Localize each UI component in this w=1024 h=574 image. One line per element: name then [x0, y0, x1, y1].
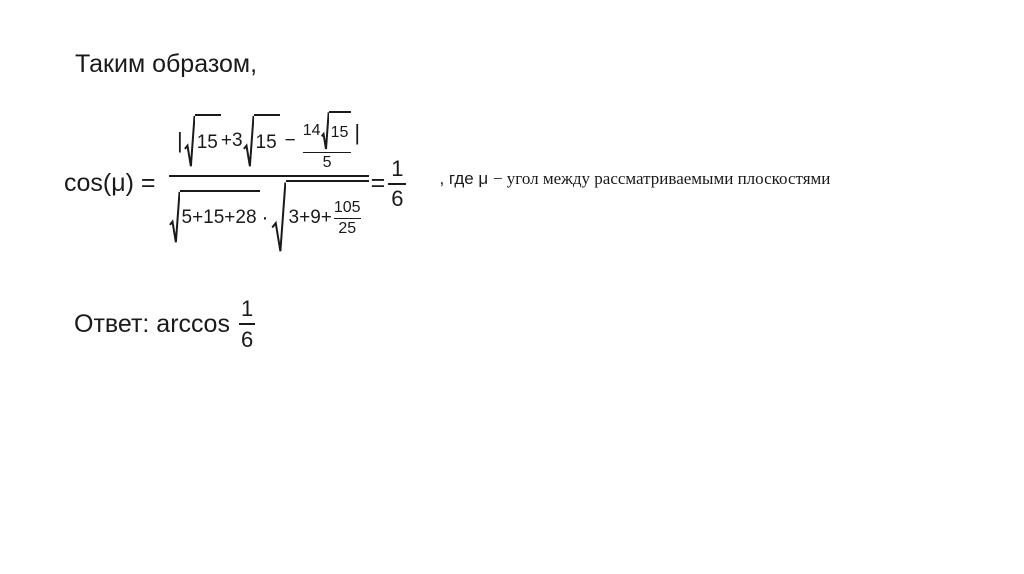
radicand: 15 [195, 114, 221, 169]
formula [64, 120, 831, 244]
inner-frac-num [303, 111, 352, 151]
radicand: 5+15+28 [180, 190, 260, 245]
fraction-rule [239, 323, 255, 325]
abs-bar-open: | [177, 128, 183, 154]
radicand: 15 [254, 114, 280, 169]
radical-icon [169, 190, 180, 245]
answer-label: Ответ: arccos [74, 309, 230, 338]
fraction-rule [303, 152, 352, 153]
formula-lhs: cos(μ) = [64, 169, 156, 198]
intro-text: Таким образом, [75, 50, 258, 78]
mu-definition-note [439, 170, 830, 189]
radical-icon [184, 114, 195, 169]
radicand: 15 [329, 111, 352, 151]
fraction-rule [334, 218, 361, 219]
inner-fraction-denominator [334, 199, 361, 237]
radicand-prefix: 3+9+ [288, 206, 332, 228]
coefficient: 14 [302, 122, 321, 140]
multiplication-dot: · [261, 205, 269, 229]
main-denominator [169, 180, 369, 257]
result-num: 1 [391, 155, 404, 181]
inner-frac-den: 5 [322, 154, 332, 172]
main-fraction-rule [169, 175, 369, 177]
fraction-rule [388, 183, 406, 185]
minus-operator: − [284, 130, 296, 152]
radical-icon [243, 114, 254, 169]
inner-frac-den: 25 [338, 219, 357, 237]
inner-frac-num: 105 [333, 199, 361, 217]
answer-fraction [239, 296, 255, 353]
result-den: 6 [391, 186, 404, 211]
radicand [286, 180, 369, 255]
sqrt-term-1 [184, 114, 221, 169]
sqrt-term-3 [321, 111, 352, 151]
radical-icon [321, 111, 329, 151]
plus-coefficient: +3 [220, 130, 243, 152]
inner-fraction-numerator [303, 111, 352, 172]
equals-sign: = [370, 169, 386, 198]
result-fraction [388, 157, 406, 211]
sqrt-term-2 [243, 114, 280, 169]
sqrt-term-4 [169, 190, 260, 245]
note-prefix: , где μ [439, 168, 493, 188]
answer-frac-num: 1 [240, 296, 254, 321]
main-numerator [176, 111, 361, 172]
abs-bar-close: | [354, 120, 361, 146]
radical-icon [271, 180, 286, 255]
answer-line [74, 296, 255, 353]
answer-frac-den: 6 [240, 327, 254, 353]
sqrt-term-5 [271, 180, 369, 255]
note-rest: − угол между рассматриваемыми плоскостями [492, 168, 831, 188]
main-fraction [169, 111, 369, 257]
